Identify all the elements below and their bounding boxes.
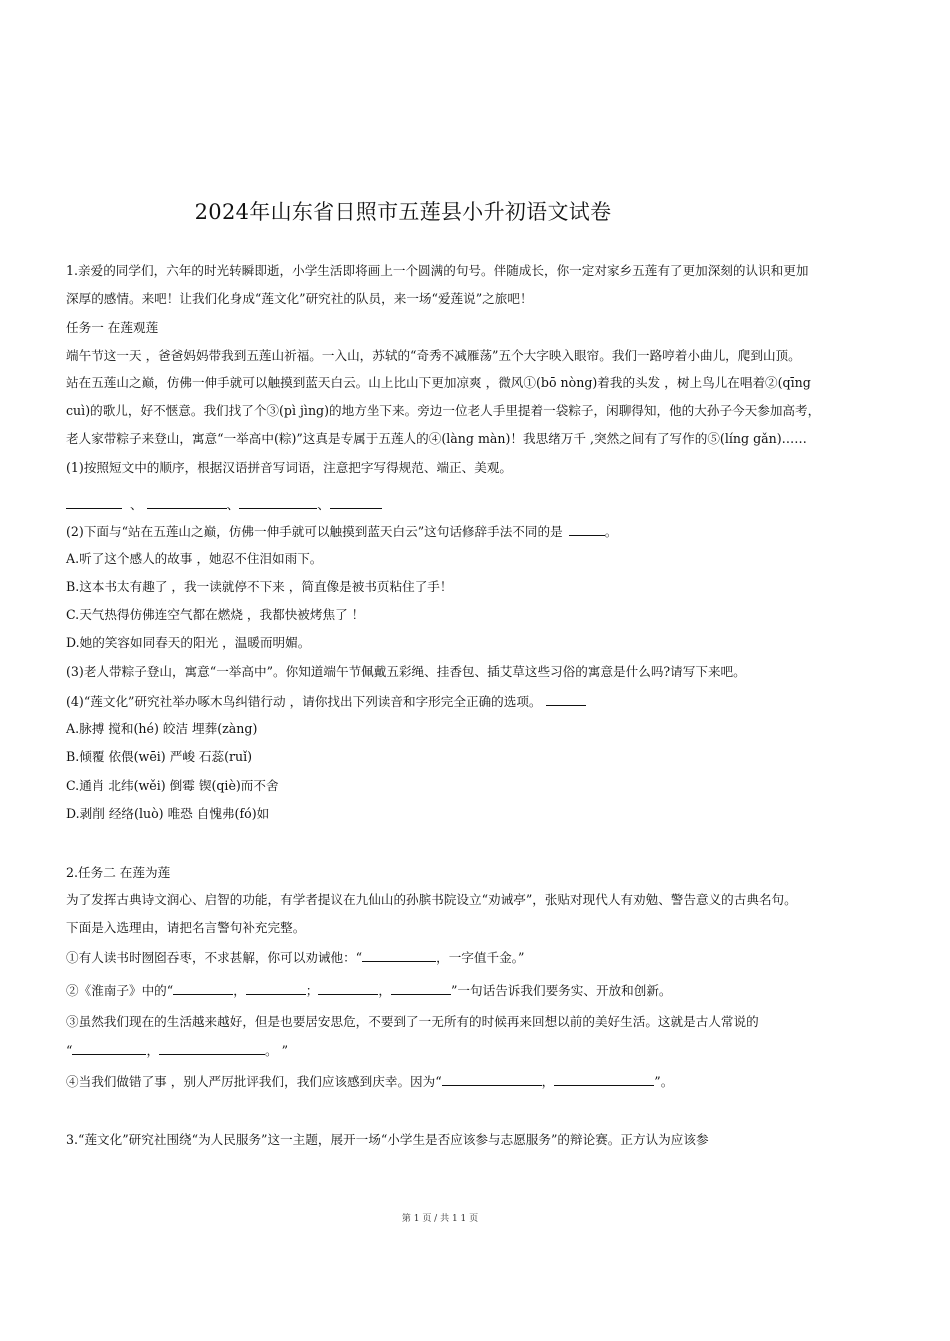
q1-sub4-option-c: C.通肖 北纬(wěi) 倒霉 锲(qiè)而不舍 [66,778,279,793]
q1-sub2-option-b: B.这本书太有趣了 ，我一读就停不下来 ，简直像是被书页粘住了手！ [66,579,453,594]
q2-item-2: ②《淮南子》中的“ ， ； ， ”一句话告诉我们要务实、开放和创新。 [66,983,672,998]
answer-blank-3[interactable] [239,496,317,509]
q1-passage-line-3: cuì)的歌儿，好不惬意。我们找了个③(pì jìng)的地方坐下来。旁边一位老人手里提着一袋粽子，闲聊得知，他的大孙子今天参加高考， [66,403,821,418]
q2-item3-blank-2[interactable] [159,1042,265,1055]
q1-sub4-option-b: B.倾覆 依偎(wēi) 严峻 石蕊(ruǐ) [66,749,253,764]
q1-sub4-option-d: D.剥削 经络(luò) 唯恐 自愧弗(fó)如 [66,806,270,821]
sub4-answer-blank[interactable] [546,693,586,706]
q1-sub2-prompt: (2)下面与“站在五莲山之巅，仿佛一伸手就可以触摸到蓝天白云”这句话修辞手法不同的是 。 [66,524,618,539]
q1-sub1-answer-row: 、 、 、 [66,496,382,513]
q2-intro-line-2: 下面是入选理由，请把名言警句补充完整。 [66,920,306,935]
page-footer: 第 1 页 / 共 1 1 页 [401,1214,479,1224]
answer-blank-4[interactable] [330,496,382,509]
q1-passage-line-1: 端午节这一天 ，爸爸妈妈带我到五莲山祈福。一入山，苏轼的“奇秀不减雁荡”五个大字映入眼帘。我们一路哼着小曲儿，爬到山顶。 [66,348,801,363]
sub2-answer-blank[interactable] [569,523,605,536]
q2-item3-blank-1[interactable] [72,1042,146,1055]
answer-blank-2[interactable] [147,496,227,509]
q2-item-4: ④当我们做错了事 ，别人严厉批评我们，我们应该感到庆幸。因为“ ， ”。 [66,1074,674,1089]
q2-item2-blank-2[interactable] [246,982,306,995]
q1-sub4-prompt: (4)“莲文化”研究社举办啄木鸟纠错行动 ，请你找出下列读音和字形完全正确的选项。 [66,693,586,710]
q2-item4-blank-2[interactable] [554,1073,654,1086]
exam-title: 2024年山东省日照市五莲县小升初语文试卷 [194,200,612,224]
q1-passage-line-2: 站在五莲山之巅，仿佛一伸手就可以触摸到蓝天白云。山上比山下更加凉爽 ，微风①(bō nòng)着我的头发 ，树上鸟儿在唱着②(qīng [66,375,811,390]
q2-item1-blank[interactable] [362,949,436,962]
q2-item4-blank-1[interactable] [442,1073,542,1086]
q1-sub1-prompt: (1)按照短文中的顺序，根据汉语拼音写词语，注意把字写得规范、端正、美观。 [66,460,513,475]
q2-item2-blank-3[interactable] [318,982,378,995]
q1-intro-line-2: 深厚的感情。来吧！让我们化身成“莲文化”研究社的队员，来一场“爱莲说”之旅吧！ [66,291,533,306]
q1-sub2-option-c: C.天气热得仿佛连空气都在燃烧 ，我都快被烤焦了 ！ [66,607,365,622]
q2-item2-blank-4[interactable] [391,982,451,995]
q1-sub3-prompt: (3)老人带粽子登山，寓意“一举高中”。你知道端午节佩戴五彩绳、挂香包、插艾草这些习俗的寓意是什么吗?请写下来吧。 [66,664,746,679]
answer-blank-1[interactable] [66,496,122,509]
q1-sub2-option-a: A.听了这个感人的故事 ，她忍不住泪如雨下。 [66,551,323,566]
q2-item2-blank-1[interactable] [173,982,233,995]
q1-sub4-option-a: A.脉搏 搅和(hé) 皎洁 埋葬(zàng) [66,721,258,736]
q2-item-1: ①有人读书时囫囵吞枣，不求甚解，你可以劝诫他：“ ，一字值千金。” [66,950,525,965]
q1-passage-line-4: 老人家带粽子来登山，寓意“一举高中(粽)”这真是专属于五莲人的④(làng màn)！我思绪万千 ,突然之间有了写作的⑤(líng gǎn)…… [66,431,807,446]
q2-intro-line-1: 为了发挥古典诗文润心、启智的功能，有学者提议在九仙山的孙膑书院设立“劝诫亭”，张贴对现代人有劝勉、警告意义的古典名句。 [66,892,797,907]
q2-item-3-line-1: ③虽然我们现在的生活越来越好，但是也要居安思危，不要到了一无所有的时候再来回想以前的美好生活。这就是古人常说的 [66,1014,759,1029]
q2-heading: 2.任务二 在莲为莲 [66,865,171,880]
q1-sub2-option-d: D.她的笑容如同春天的阳光 ，温暖而明媚。 [66,635,311,650]
q3-text: 3.“莲文化”研究社围绕“为人民服务”这一主题，展开一场“小学生是否应该参与志愿服务”的辩论赛。正方认为应该参 [66,1132,709,1147]
q2-item-3-line-2: “ ， 。 ” [66,1043,289,1058]
q1-intro-line-1: 1.亲爱的同学们，六年的时光转瞬即逝，小学生活即将画上一个圆满的句号。伴随成长，你一定对家乡五莲有了更加深刻的认识和更加 [66,263,809,278]
q1-task-heading: 任务一 在莲观莲 [66,320,159,335]
